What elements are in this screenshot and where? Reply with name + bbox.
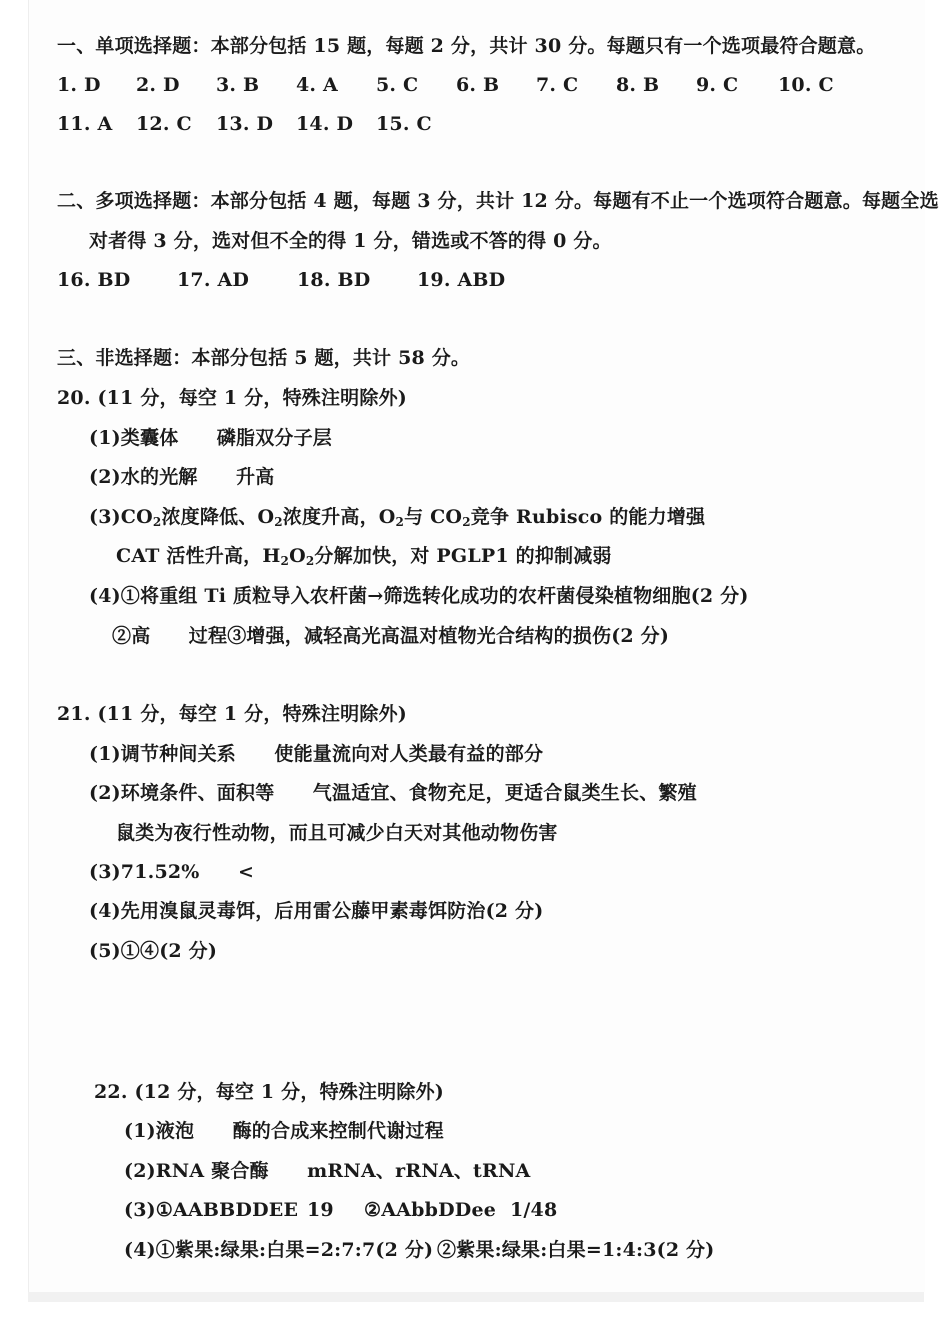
section2-heading-line1: 二、多项选择题：本部分包括 4 题，每题 3 分，共计 12 分。每题有不止一个选项符合题意。每题全选 [57, 190, 939, 212]
q20-part3b-text-c: 分解加快，对 PGLP1 的抑制减弱 [314, 545, 612, 567]
q20-title: 20. (11 分，每空 1 分，特殊注明除外) [57, 387, 407, 409]
q22-part4-ratio-1: (4)①紫果:绿果:白果=2:7:7(2 分) [124, 1239, 434, 1261]
q22-part2: (2)RNA 聚合酶 mRNA、rRNA、tRNA [124, 1160, 531, 1182]
answer-1: 1. D [57, 74, 101, 96]
q21-part5: (5)①④(2 分) [89, 940, 218, 962]
subscript: 2 [395, 515, 405, 529]
q20-part1: (1)类囊体 磷脂双分子层 [89, 427, 333, 449]
section2-heading-line2: 对者得 3 分，选对但不全的得 1 分，错选或不答的得 0 分。 [89, 230, 612, 252]
q22-part3-count: 19 [307, 1199, 334, 1221]
subscript: 2 [305, 554, 315, 568]
q20-part3-text-a: (3)CO [89, 506, 153, 528]
answer-11: 11. A [57, 113, 113, 135]
answer-4: 4. A [296, 74, 338, 96]
q22-part1: (1)液泡 酶的合成来控制代谢过程 [124, 1120, 444, 1142]
answer-16: 16. BD [57, 269, 131, 291]
q21-title: 21. (11 分，每空 1 分，特殊注明除外) [57, 703, 407, 725]
answer-19: 19. ABD [417, 269, 506, 291]
answer-18: 18. BD [297, 269, 371, 291]
answer-15: 15. C [376, 113, 432, 135]
q20-part4: (4)①将重组 Ti 质粒导入农杆菌→筛选转化成功的农杆菌侵染植物细胞(2 分) [89, 585, 749, 607]
answer-17: 17. AD [177, 269, 250, 291]
q20-part3-text-e: 竞争 Rubisco 的能力增强 [470, 506, 706, 528]
q22-title: 22. (12 分，每空 1 分，特殊注明除外) [94, 1081, 444, 1103]
subscript: 2 [280, 554, 290, 568]
page-bottom-edge [28, 1292, 924, 1302]
q20-part3-line2 [116, 544, 612, 573]
answer-10: 10. C [778, 74, 834, 96]
q22-part3-probability: 1/48 [510, 1199, 558, 1221]
section1-heading: 一、单项选择题：本部分包括 15 题，每题 2 分，共计 30 分。每题只有一个选项最符合题意。 [57, 35, 876, 57]
q22-part3-genotype-1: (3)①AABBDDEE [124, 1199, 299, 1221]
subscript: 2 [462, 515, 471, 529]
answer-14: 14. D [296, 113, 354, 135]
q21-part3: (3)71.52% < [89, 861, 255, 883]
q20-part3b-text-a: CAT 活性升高，H [116, 545, 281, 567]
q21-part2: (2)环境条件、面积等 气温适宜、食物充足，更适合鼠类生长、繁殖 [89, 782, 697, 804]
answer-7: 7. C [536, 74, 579, 96]
q20-part3b-text-b: O [289, 545, 306, 567]
q20-part3-text-c: 浓度升高，O [282, 506, 396, 528]
answer-9: 9. C [696, 74, 739, 96]
q20-part3-text-d: 与 CO [404, 506, 463, 528]
q22-part3-genotype-2: ②AAbbDDee [364, 1199, 497, 1221]
answer-2: 2. D [136, 74, 180, 96]
q21-part4: (4)先用溴鼠灵毒饵，后用雷公藤甲素毒饵防治(2 分) [89, 900, 544, 922]
answer-13: 13. D [216, 113, 274, 135]
answer-8: 8. B [616, 74, 660, 96]
section3-heading: 三、非选择题：本部分包括 5 题，共计 58 分。 [57, 347, 471, 369]
q21-part1: (1)调节种间关系 使能量流向对人类最有益的部分 [89, 743, 544, 765]
q20-part3-text-b: 浓度降低、O [161, 506, 275, 528]
subscript: 2 [274, 515, 283, 529]
q20-part4-line2: ②高 过程③增强，减轻高光高温对植物光合结构的损伤(2 分) [112, 625, 670, 647]
answer-3: 3. B [216, 74, 260, 96]
q22-part4-ratio-2: ②紫果:绿果:白果=1:4:3(2 分) [437, 1239, 715, 1261]
q20-part3 [89, 505, 705, 534]
answer-6: 6. B [456, 74, 500, 96]
subscript: 2 [152, 515, 162, 529]
q20-part2: (2)水的光解 升高 [89, 466, 275, 488]
q21-part2-line2: 鼠类为夜行性动物，而且可减少白天对其他动物伤害 [116, 822, 558, 844]
answer-12: 12. C [136, 113, 192, 135]
answer-5: 5. C [376, 74, 419, 96]
